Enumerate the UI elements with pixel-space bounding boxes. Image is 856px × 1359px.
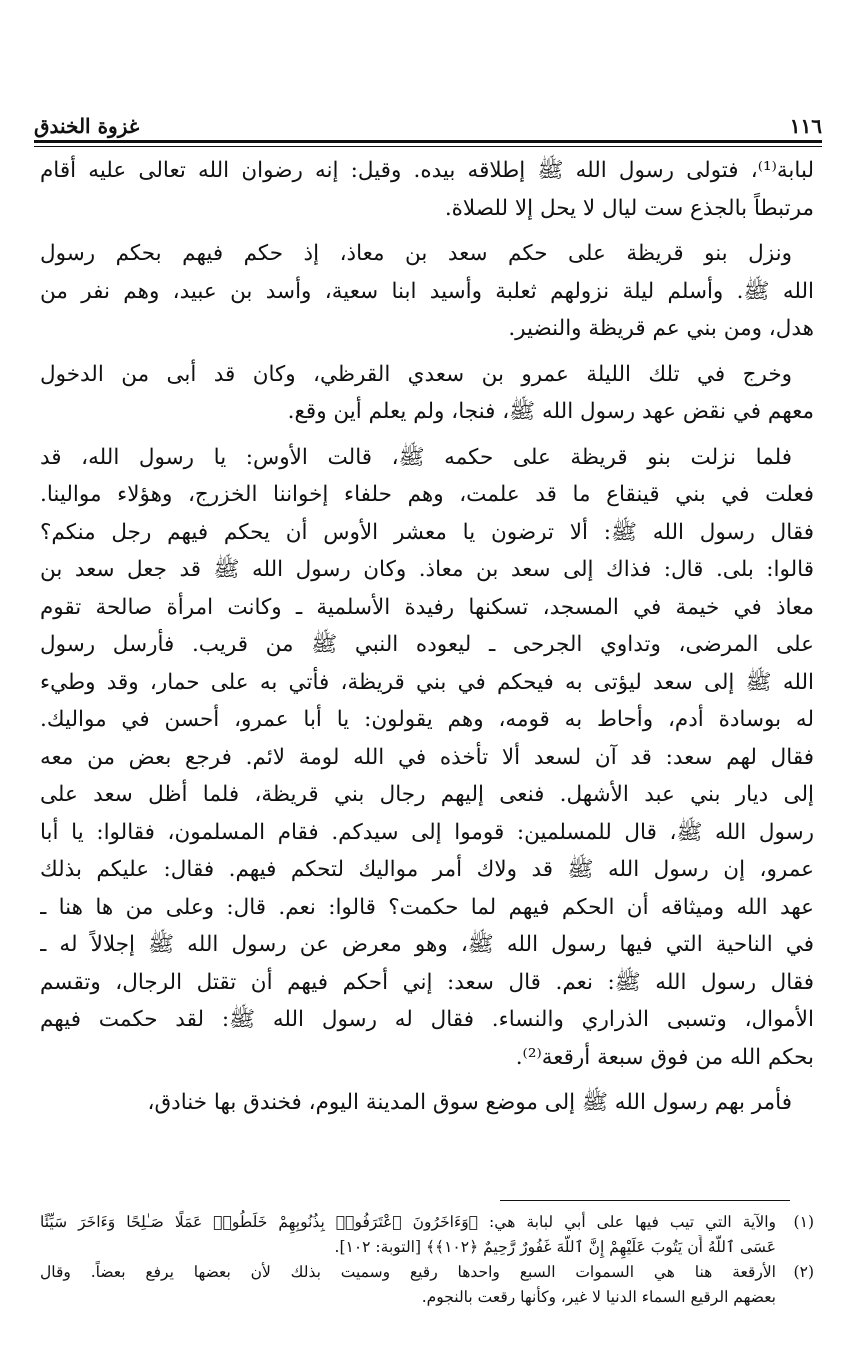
footnote-1-line [40,1210,814,1235]
text-line: الله ﷺ إلى سعد ليؤتى به فيحكم في بني قريظة، فأتي به على حمار، وقد وطيء [40,669,814,695]
text-line: في الناحية التي فيها رسول الله ﷺ، وهو معرض عن رسول الله ﷺ إجلالاً له ـ [40,932,814,957]
text-line: مرتبطاً بالجذع ست ليال لا يحل إلا للصلاة. [444,195,814,221]
text-line: رسول الله ﷺ، قال للمسلمين: قوموا إلى سيدكم. فقام المسلمون، فقالوا: يا أبا [40,819,814,845]
footnote-number: (١) [793,1213,814,1231]
text-line: فلما نزلت بنو قريظة على حكمه ﷺ، قالت الأوس: يا رسول الله، قد [40,444,792,470]
text-line: بحكم الله من فوق سبعة أرقعة⁽²⁾. [515,1044,814,1070]
page-header [34,104,822,138]
text-line: فقال رسول الله ﷺ: نعم. قال سعد: إني أحكم فيهم أن تقتل الرجال، وتقسم [40,969,814,995]
text-line: ونزل بنو قريظة على حكم سعد بن معاذ، إذ حكم فيهم بحكم رسول [40,241,792,266]
text-line: فأمر بهم رسول الله ﷺ إلى موضع سوق المدينة اليوم، فخندق بها خنادق، [147,1090,792,1115]
text-line: فقال رسول الله ﷺ: ألا ترضون يا معشر الأوس أن يحكم فيهم رجل منكم؟ [40,519,814,545]
body-text [40,152,814,1122]
footnote-1-line: عَسَى ٱللَّهُ أَن يَتُوبَ عَلَيْهِمْ إِنَّ ٱللَّهَ غَفُورٌ رَّحِيمٌ ﴿١٠٢﴾﴾ [التوبة: ١٠٢]. [334,1238,776,1256]
text-line: هدل، ومن بني عم قريظة والنضير. [508,316,814,341]
text-line: الله ﷺ. وأسلم ليلة نزولهم ثعلبة وأسيد ابنا سعية، وأسد بن عبيد، وهم نفر من [40,278,814,304]
text-line: قالوا: بلى. قال: فذاك إلى سعد بن معاذ. وكان رسول الله ﷺ قد جعل سعد بن [40,557,814,582]
footnote-text: الأرقعة هنا هي السموات السبع واحدها رقيع وسميت بذلك لأن بعضها يرفع بعضاً. وقال [40,1263,776,1281]
text-line: فعلت في بني قينقاع ما قد علمت، وهم حلفاء إخواننا الخزرج، وهؤلاء موالينا. [40,482,814,507]
text-line: فقال لهم سعد: قد آن لسعد ألا تأخذه في الله لومة لائم. فرجع بعض من معه [40,744,814,770]
text-line: معاذ في خيمة في المسجد، تسكنها رفيدة الأسلمية ـ وكانت امرأة صالحة تقوم [40,594,814,620]
footnote-2-line [40,1260,814,1285]
page-number: ١١٦ [789,114,822,138]
text-line: له بوسادة أدم، وأحاط به قومه، وهم يقولون: يا أبا عمرو، أحسن في مواليك. [40,707,814,732]
text-line: إلى ديار بني عبد الأشهل. فنعى إليهم رجال بني قريظة، فلما أظل سعد على [40,782,814,807]
footnote-number: (٢) [793,1263,814,1281]
footnote-separator [500,1200,790,1201]
text-line: عمرو، إن رسول الله ﷺ قد ولاك أمر مواليك لتحكم فيهم. فقال: عليكم بذلك [40,857,814,882]
header-rule-thick [34,140,822,143]
text-line: عهد الله وميثاقه أن الحكم فيهم لما حكمت؟ قالوا: نعم. قال: وعلى من ها هنا ـ [40,894,814,920]
footnote-2-line: بعضهم الرقيع السماء الدنيا لا غير، وكأنها رقعت بالنجوم. [421,1288,776,1306]
header-rule-thin [34,146,822,147]
chapter-title: غزوة الخندق [34,114,140,138]
footnotes [40,1210,814,1310]
text-line: على المرضى، وتداوي الجرحى ـ ليعوده النبي ﷺ من قريب. فأرسل رسول [40,632,814,657]
text-line: وخرج في تلك الليلة عمرو بن سعدي القرظي، وكان قد أبى من الدخول [40,361,792,387]
text-line: لبابة⁽¹⁾، فتولى رسول الله ﷺ إطلاقه بيده. وقيل: إنه رضوان الله تعالى عليه أقام [40,158,814,183]
text-line: معهم في نقض عهد رسول الله ﷺ، فنجا، ولم يعلم أين وقع. [287,399,814,424]
text-line: الأموال، وتسبى الذراري والنساء. فقال له رسول الله ﷺ: لقد حكمت فيهم [40,1007,814,1032]
footnote-text: والآية التي تيب فيها على أبي لبابة هي: ﴿وَءَاخَرُونَ ٱعْتَرَفُوا۟ بِذُنُوبِهِمْ خَلَطُوا۟ عَمَلًا صَـٰلِحًا وَءَاخَرَ سَيِّئًا [40,1213,776,1231]
